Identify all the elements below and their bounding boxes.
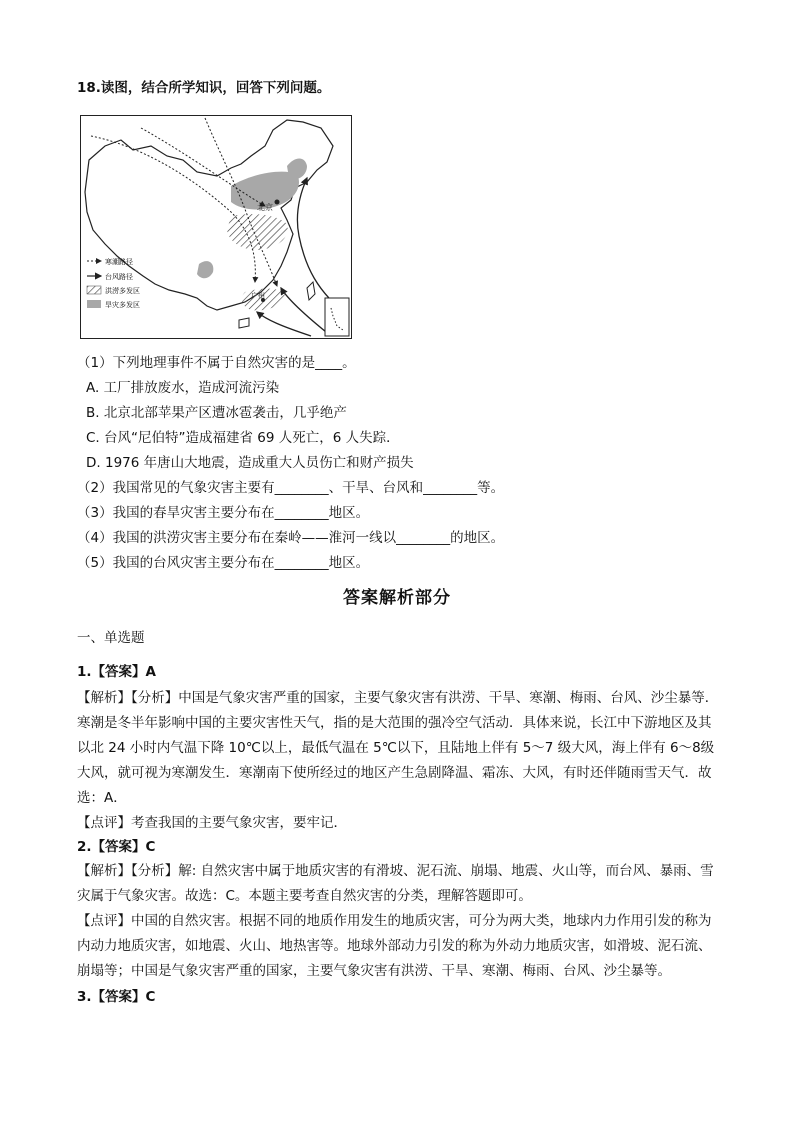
answer-3-label: 3.【答案】C (77, 989, 156, 1005)
question-heading: 18.读图，结合所学知识，回答下列问题。 (77, 80, 331, 96)
hatch-pattern-icon (87, 286, 101, 294)
china-disaster-map (80, 115, 352, 339)
answer-2-label: 2.【答案】C (77, 839, 156, 855)
answer-2-comment: 【点评】中国的自然灾害。根据不同的地质作用发生的地质灾害，可分为两大类，地球内力作用引发的称为内动力地质灾害，如地震、火山、地热害等。地球外部动力引发的称为外动力地质灾害，如滑坡、泥石流、崩塌等；中国是气象灾害严重的国家，主要气象灾害有洪涝、干旱、寒潮、梅雨、台风、沙尘暴等。 (77, 913, 712, 979)
legend-cold-wave: 寒潮路径 (105, 258, 133, 266)
legend-flood: 洪涝多发区 (105, 287, 140, 295)
answer-1-label: 1.【答案】A (77, 664, 156, 680)
section-heading: 一、单选题 (77, 630, 145, 646)
guangzhou-label: 广州 (251, 292, 265, 300)
taiwan-island (307, 282, 315, 300)
typhoon-path-2 (281, 288, 331, 336)
typhoon-path-3 (257, 312, 311, 336)
legend-typhoon: 台风路径 (105, 273, 133, 281)
gray-area-icon (87, 300, 101, 308)
typhoon-path-1 (297, 178, 349, 316)
hainan-island (239, 318, 249, 328)
sub-question-1: （1）下列地理事件不属于自然灾害的是____。 (77, 355, 356, 371)
beijing-label: 北京 (257, 203, 273, 212)
option-a: A. 工厂排放废水，造成河流污染 (86, 380, 280, 396)
answer-2-analysis: 【解析】【分析】解: 自然灾害中属于地质灾害的有滑坡、泥石流、崩塌、地震、火山等，而台风、暴雨、雪灾属于气象灾害。故选：C。本题主要考查自然灾害的分类，理解答题即可。 (77, 863, 714, 904)
legend-drought: 旱灾多发区 (105, 301, 140, 309)
sub-question-3: （3）我国的春旱灾害主要分布在________地区。 (77, 505, 370, 521)
answer-section-title: 答案解析部分 (343, 588, 451, 608)
answer-1-analysis: 【解析】【分析】中国是气象灾害严重的国家，主要气象灾害有洪涝、干旱、寒潮、梅雨、台风、沙尘暴等．寒潮是冬半年影响中国的主要灾害性天气，指的是大范围的强冷空气活动．具体来说，长江中下游地区及其以北 24 小时内气温下降 10℃以上，最低气温在 5℃以下，且陆地上伴有 5～7 级大风，海上伴有 6～8级大风，就可视为寒潮发生．寒潮南下使所经过的地区产生急剧降温、霜冻、大风，有时还伴随雨雪天气．故选：A． (77, 690, 719, 806)
sub-question-5: （5）我国的台风灾害主要分布在________地区。 (77, 555, 370, 571)
option-c: C. 台风“尼伯特”造成福建省 69 人死亡，6 人失踪． (86, 430, 400, 446)
sub-question-4: （4）我国的洪涝灾害主要分布在秦岭——淮河一线以________的地区。 (77, 530, 505, 546)
option-d: D. 1976 年唐山大地震，造成重大人员伤亡和财产损失 (86, 455, 414, 471)
map-svg (81, 116, 351, 338)
beijing-marker (275, 200, 280, 205)
answer-1-comment: 【点评】考查我国的主要气象灾害，要牢记． (77, 815, 347, 831)
sub-question-2: （2）我国常见的气象灾害主要有________、干旱、台风和________等。 (77, 480, 505, 496)
map-legend (87, 257, 140, 309)
south-china-sea-inset (325, 298, 349, 336)
option-b: B. 北京北部苹果产区遭冰雹袭击，几乎绝产 (86, 405, 347, 421)
china-outline (85, 120, 333, 310)
